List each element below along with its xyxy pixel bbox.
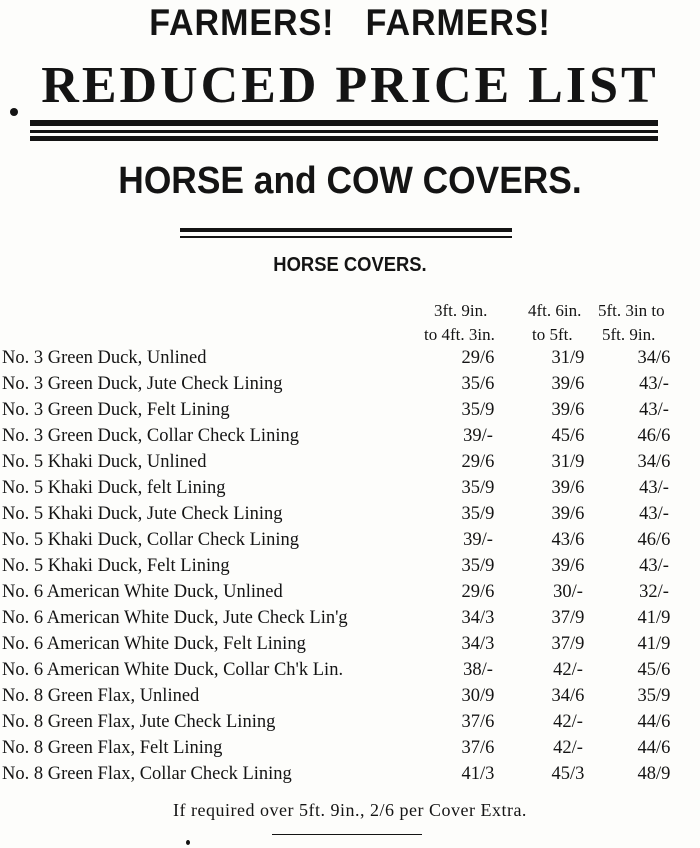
price-col-1: 35/6	[461, 374, 495, 394]
price-col-1: 29/6	[461, 348, 495, 368]
table-row	[0, 478, 700, 504]
covers-subtitle: HORSE and COW COVERS.	[118, 160, 582, 202]
price-col-1: 29/6	[461, 452, 495, 472]
print-speck	[186, 840, 190, 845]
price-col-2: 42/-	[553, 738, 583, 758]
price-col-2: 37/9	[551, 608, 585, 628]
column-header-1-line2: to 4ft. 3in.	[424, 325, 495, 344]
subtitle-rule-thick	[180, 228, 512, 232]
price-col-2: 31/9	[551, 452, 585, 472]
price-col-2: 45/3	[551, 764, 585, 784]
price-col-1: 35/9	[461, 556, 495, 576]
price-col-3: 45/6	[637, 660, 671, 680]
row-description: No. 8 Green Flax, Unlined	[2, 686, 200, 706]
extra-charge-note: If required over 5ft. 9in., 2/6 per Cover Extra.	[173, 800, 527, 820]
row-description: No. 5 Khaki Duck, Collar Check Lining	[2, 530, 299, 550]
price-col-2: 42/-	[553, 712, 583, 732]
price-col-3: 34/6	[637, 452, 671, 472]
price-col-2: 39/6	[551, 556, 585, 576]
price-col-1: 37/6	[461, 712, 495, 732]
price-col-1: 35/9	[461, 504, 495, 524]
print-speck	[10, 108, 18, 116]
table-row	[0, 452, 700, 478]
price-col-1: 37/6	[461, 738, 495, 758]
table-row	[0, 712, 700, 738]
row-description: No. 3 Green Duck, Jute Check Lining	[2, 374, 283, 394]
price-col-3: 43/-	[639, 556, 669, 576]
title-rule-thick	[30, 120, 658, 126]
subtitle-rule-thin	[180, 236, 512, 238]
price-col-1: 39/-	[463, 426, 493, 446]
row-description: No. 6 American White Duck, Unlined	[2, 582, 283, 602]
table-row	[0, 686, 700, 712]
title-rule-thick-2	[30, 136, 658, 141]
row-description: No. 3 Green Duck, Felt Lining	[2, 400, 230, 420]
price-col-3: 34/6	[637, 348, 671, 368]
row-description: No. 5 Khaki Duck, Jute Check Lining	[2, 504, 283, 524]
price-col-2: 39/6	[551, 478, 585, 498]
price-col-3: 43/-	[639, 504, 669, 524]
section-heading: HORSE COVERS.	[273, 254, 427, 276]
farmers-word-2: FARMERS!	[365, 2, 551, 43]
price-col-2: 39/6	[551, 504, 585, 524]
table-row	[0, 634, 700, 660]
row-description: No. 6 American White Duck, Jute Check Lin'g	[2, 608, 348, 628]
row-description: No. 8 Green Flax, Jute Check Lining	[2, 712, 276, 732]
table-row	[0, 764, 700, 790]
price-col-2: 37/9	[551, 634, 585, 654]
row-description: No. 8 Green Flax, Collar Check Lining	[2, 764, 292, 784]
table-row	[0, 374, 700, 400]
column-header-2-line1: 4ft. 6in.	[528, 301, 582, 320]
price-col-2: 30/-	[553, 582, 583, 602]
table-row	[0, 556, 700, 582]
price-col-3: 43/-	[639, 374, 669, 394]
table-row	[0, 738, 700, 764]
row-description: No. 5 Khaki Duck, felt Lining	[2, 478, 226, 498]
price-col-1: 29/6	[461, 582, 495, 602]
price-col-2: 39/6	[551, 374, 585, 394]
column-header-3-line1: 5ft. 3in to	[598, 301, 665, 320]
price-col-1: 38/-	[463, 660, 493, 680]
table-row	[0, 582, 700, 608]
row-description: No. 5 Khaki Duck, Unlined	[2, 452, 207, 472]
price-col-1: 34/3	[461, 634, 495, 654]
price-col-2: 42/-	[553, 660, 583, 680]
price-col-3: 44/6	[637, 712, 671, 732]
price-col-3: 43/-	[639, 400, 669, 420]
price-col-2: 43/6	[551, 530, 585, 550]
column-header-1-line1: 3ft. 9in.	[434, 301, 488, 320]
column-header-3-line2: 5ft. 9in.	[602, 325, 656, 344]
table-row	[0, 504, 700, 530]
row-description: No. 3 Green Duck, Collar Check Lining	[2, 426, 299, 446]
price-col-3: 43/-	[639, 478, 669, 498]
row-description: No. 8 Green Flax, Felt Lining	[2, 738, 223, 758]
price-col-1: 34/3	[461, 608, 495, 628]
row-description: No. 6 American White Duck, Collar Ch'k Lin.	[2, 660, 344, 680]
price-col-1: 41/3	[461, 764, 495, 784]
farmers-word-1: FARMERS!	[149, 2, 335, 43]
price-col-3: 44/6	[637, 738, 671, 758]
price-col-2: 39/6	[551, 400, 585, 420]
price-col-1: 30/9	[461, 686, 495, 706]
title-rule-thin	[30, 130, 658, 133]
price-col-1: 39/-	[463, 530, 493, 550]
row-description: No. 5 Khaki Duck, Felt Lining	[2, 556, 230, 576]
column-header-2-line2: to 5ft.	[532, 325, 573, 344]
table-row	[0, 348, 700, 374]
row-description: No. 3 Green Duck, Unlined	[2, 348, 207, 368]
price-col-2: 34/6	[551, 686, 585, 706]
price-list-title: REDUCED PRICE LIST	[41, 57, 659, 114]
price-col-3: 41/9	[637, 608, 671, 628]
price-col-2: 31/9	[551, 348, 585, 368]
row-description: No. 6 American White Duck, Felt Lining	[2, 634, 306, 654]
table-row	[0, 608, 700, 634]
table-row	[0, 426, 700, 452]
table-row	[0, 400, 700, 426]
price-col-3: 46/6	[637, 530, 671, 550]
price-col-3: 46/6	[637, 426, 671, 446]
price-col-2: 45/6	[551, 426, 585, 446]
price-col-1: 35/9	[461, 478, 495, 498]
price-col-3: 35/9	[637, 686, 671, 706]
footer-rule	[272, 834, 422, 835]
table-row	[0, 660, 700, 686]
price-col-3: 48/9	[637, 764, 671, 784]
farmers-heading	[28, 2, 672, 44]
price-col-1: 35/9	[461, 400, 495, 420]
table-row	[0, 530, 700, 556]
price-col-3: 32/-	[639, 582, 669, 602]
price-col-3: 41/9	[637, 634, 671, 654]
